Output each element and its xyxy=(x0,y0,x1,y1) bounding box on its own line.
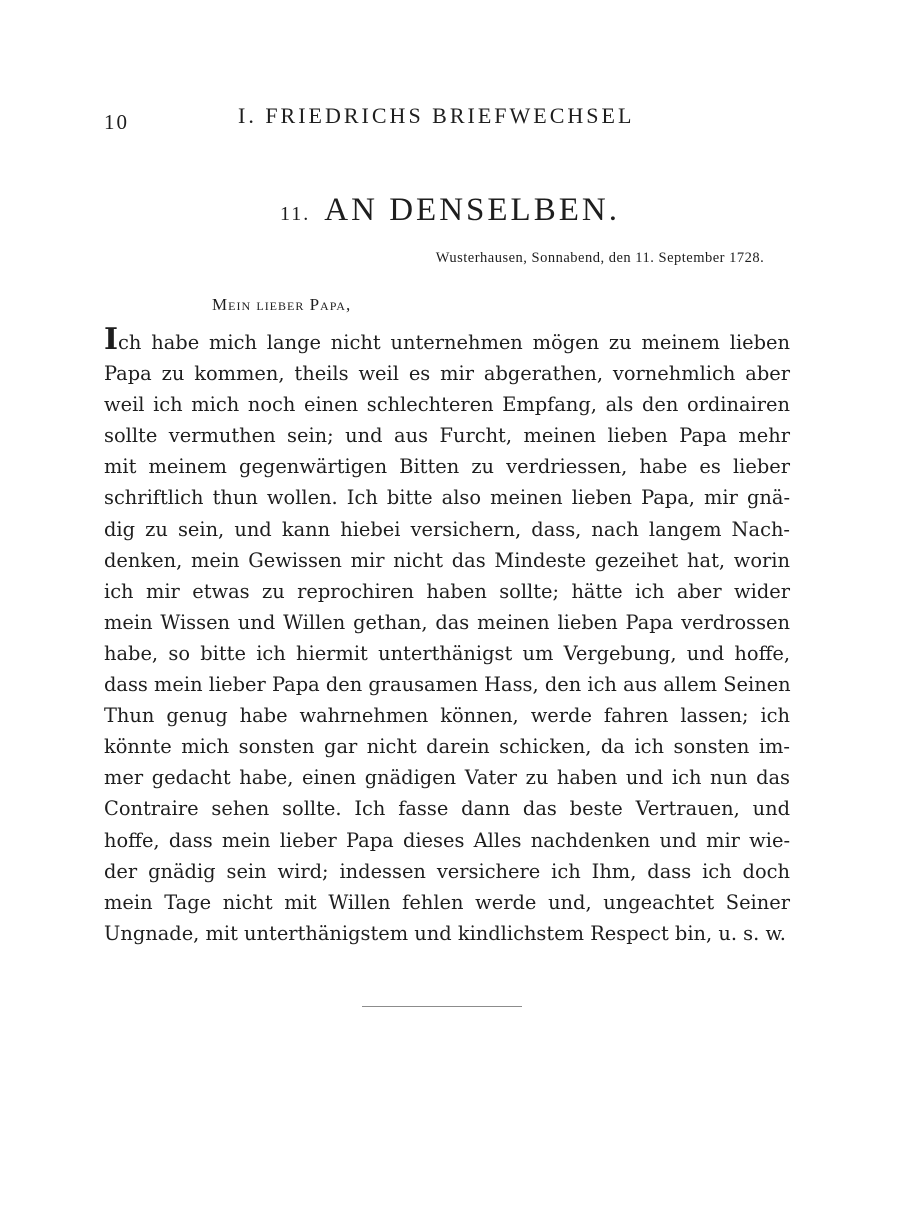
letter-heading xyxy=(0,192,900,229)
body-line: könnte mich sonsten gar nicht darein schicken, da ich sonsten im- xyxy=(104,735,790,759)
body-line: Contraire sehen sollte. Ich fasse dann das beste Vertrauen, und xyxy=(104,797,790,821)
body-line: mit meinem gegenwärtigen Bitten zu verdriessen, habe es lieber xyxy=(104,455,790,479)
body-line xyxy=(104,322,790,358)
body-line-text: ch habe mich lange nicht unternehmen mögen zu meinem lieben xyxy=(118,331,790,354)
body-line: Papa zu kommen, theils weil es mir abgerathen, vornehmlich aber xyxy=(104,362,790,386)
body-line: ich mir etwas zu reprochiren haben sollte; hätte ich aber wider xyxy=(104,579,790,603)
closing-rule xyxy=(362,1006,522,1007)
body-line: denken, mein Gewissen mir nicht das Mindeste gezeihet hat, worin xyxy=(104,548,790,572)
body-line: hoffe, dass mein lieber Papa dieses Alles nachdenken und mir wie- xyxy=(104,828,790,852)
body-line: Ungnade, mit unterthänigstem und kindlichstem Respect bin, u. s. w. xyxy=(104,921,786,945)
body-line: der gnädig sein wird; indessen versichere ich Ihm, dass ich doch xyxy=(104,859,790,883)
letter-body xyxy=(104,322,791,949)
body-line: dass mein lieber Papa den grausamen Hass, den ich aus allem Seinen xyxy=(104,673,791,697)
body-line: sollte vermuthen sein; und aus Furcht, meinen lieben Papa mehr xyxy=(104,424,790,448)
page-number: 10 xyxy=(104,110,129,134)
body-line: mer gedacht habe, einen gnädigen Vater zu haben und ich nun das xyxy=(104,766,790,790)
salutation-text: Mein lieber Papa, xyxy=(212,295,352,314)
letter-title: AN DENSELBEN. xyxy=(324,192,620,228)
body-line: Thun genug habe wahrnehmen können, werde fahren lassen; ich xyxy=(104,704,790,728)
dateline: Wusterhausen, Sonnabend, den 11. September 1728. xyxy=(435,250,765,266)
salutation xyxy=(212,295,351,315)
body-line: weil ich mich noch einen schlechteren Empfang, als den ordinairen xyxy=(104,393,790,417)
body-line: mein Tage nicht mit Willen fehlen werde und, ungeachtet Seiner xyxy=(104,890,790,914)
body-line: schriftlich thun wollen. Ich bitte also meinen lieben Papa, mir gnä- xyxy=(104,486,790,510)
body-line: dig zu sein, und kann hiebei versichern, dass, nach langem Nach- xyxy=(104,517,790,541)
body-line: habe, so bitte ich hiermit unterthänigst um Vergebung, und hoffe, xyxy=(104,641,790,665)
letter-number: 11. xyxy=(280,203,311,225)
body-line: mein Wissen und Willen gethan, das meinen lieben Papa verdrossen xyxy=(104,610,790,634)
drop-cap: I xyxy=(104,322,119,357)
running-head: I. FRIEDRICHS BRIEFWECHSEL xyxy=(238,103,635,128)
